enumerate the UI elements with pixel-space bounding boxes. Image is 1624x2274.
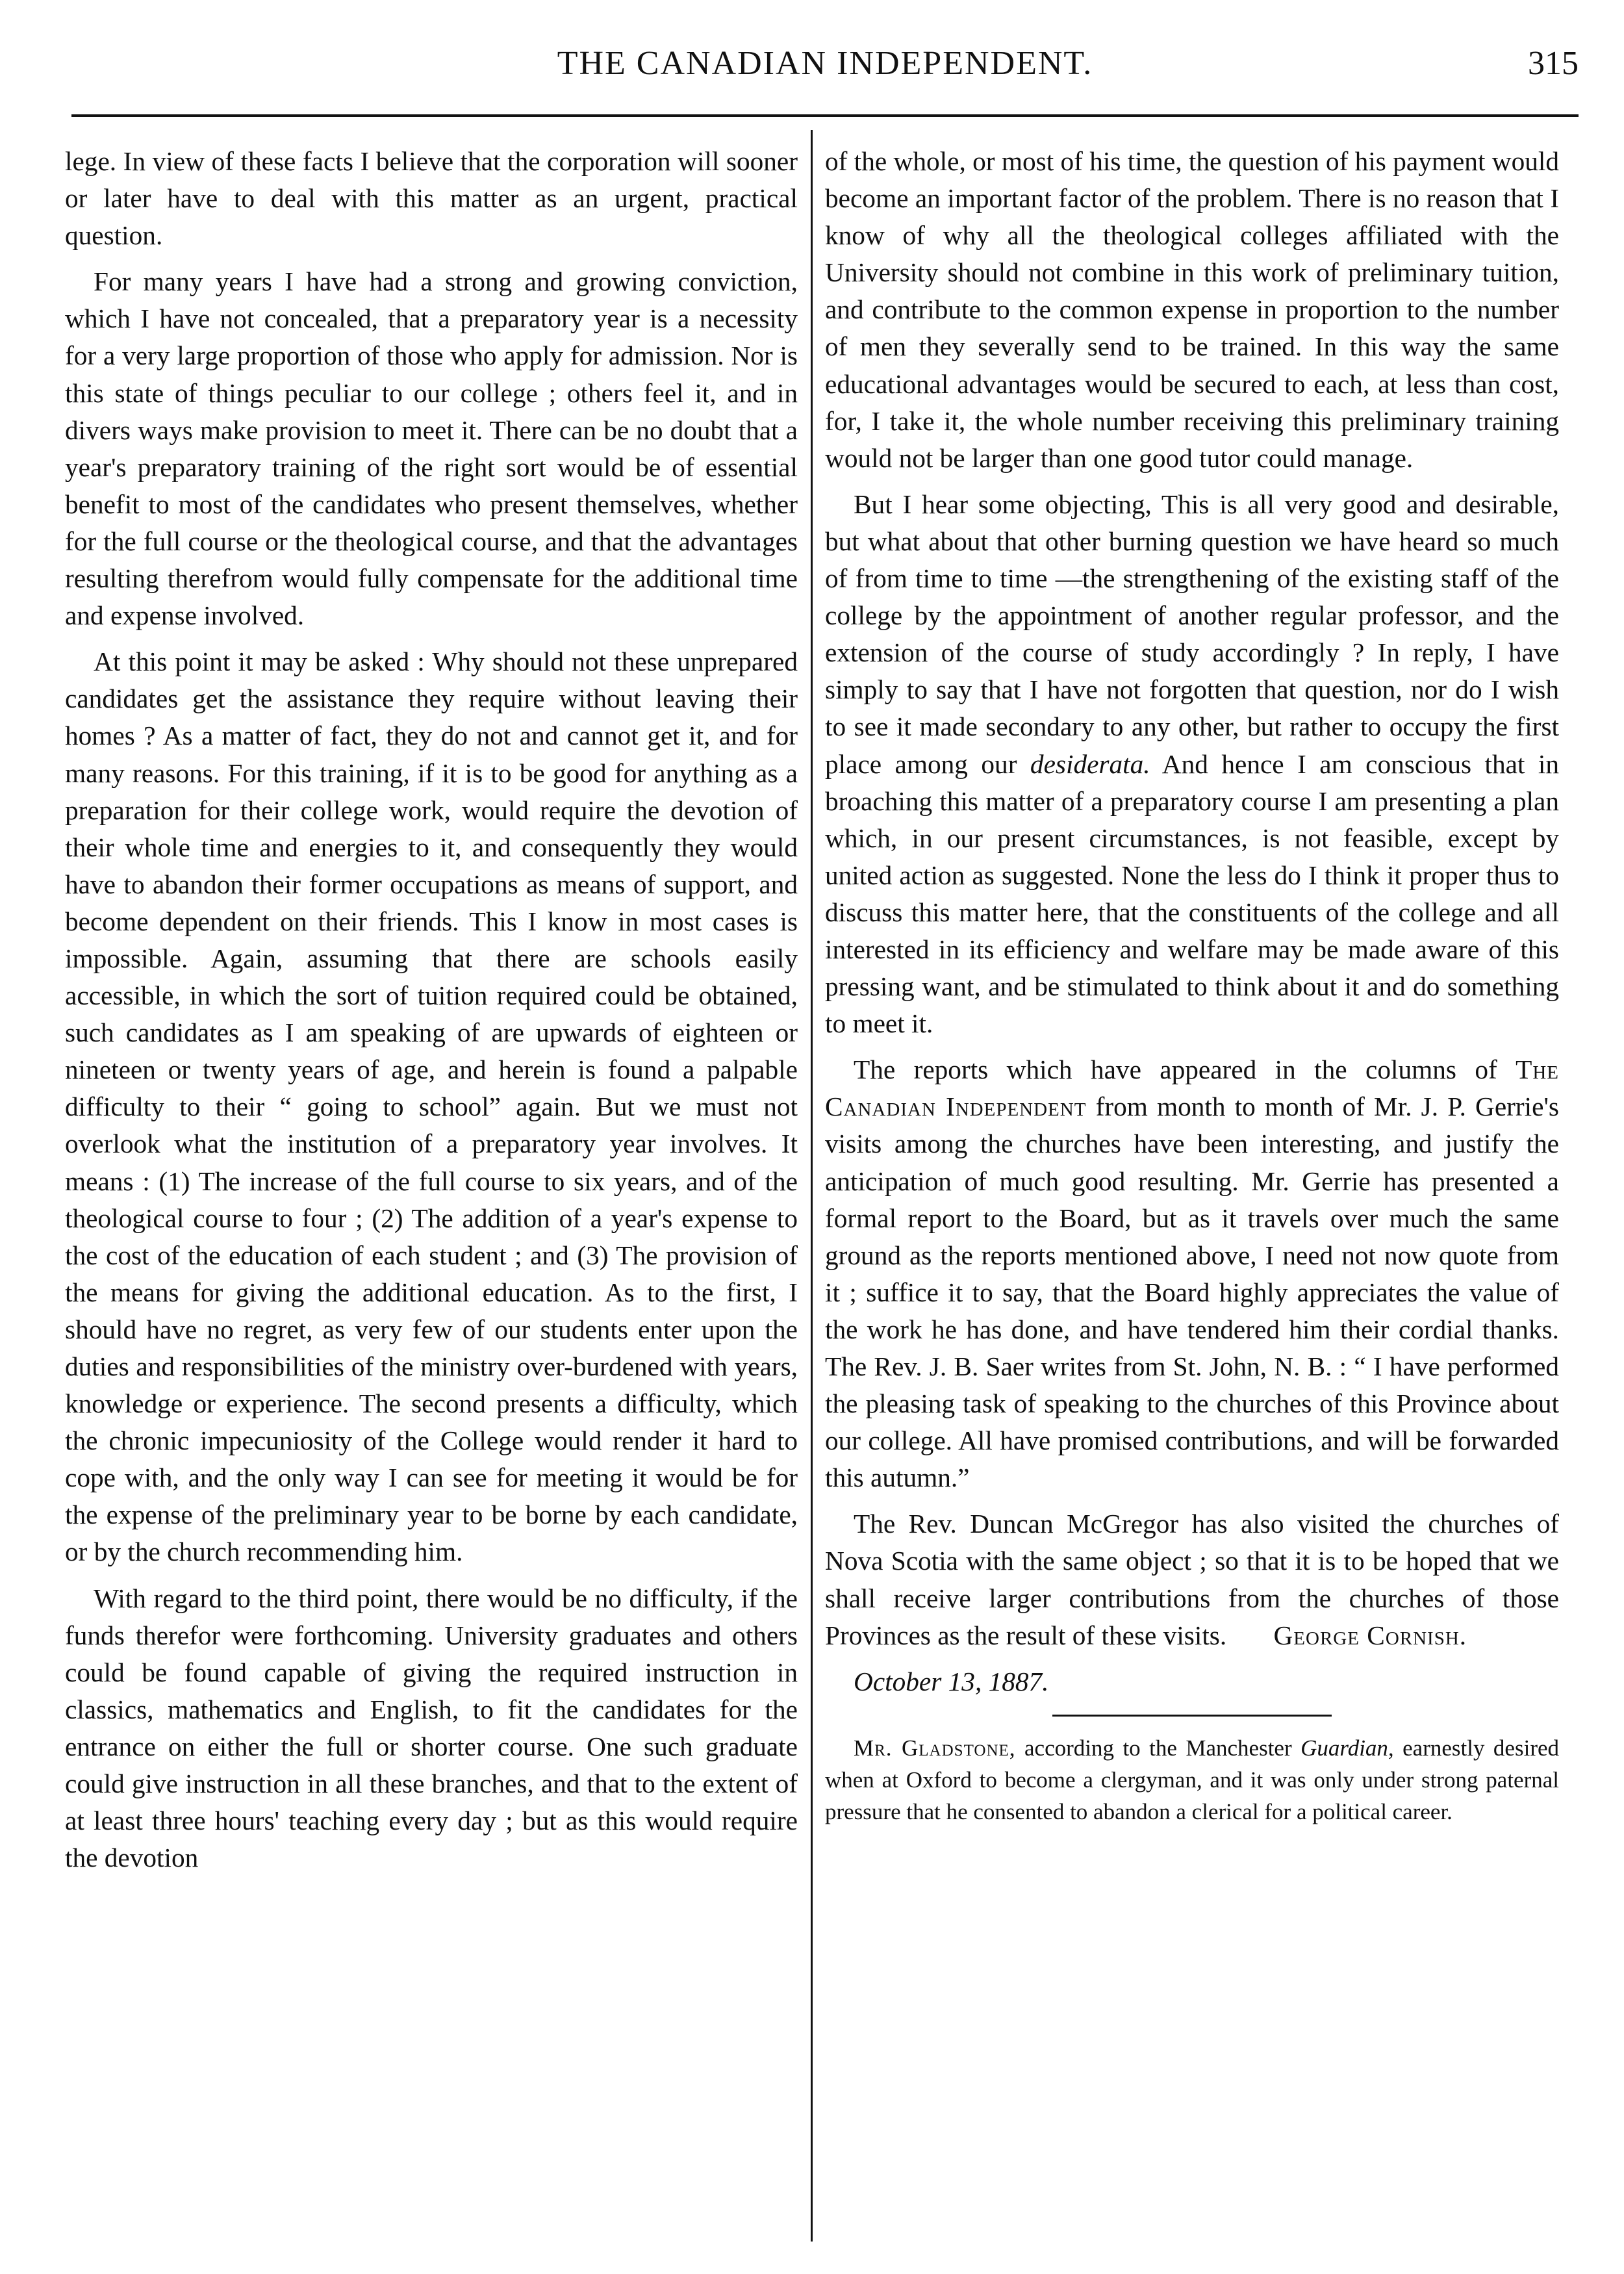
page-number: 315 xyxy=(1528,45,1579,82)
italic-term: desiderata. xyxy=(1030,748,1150,779)
paragraph: At this point it may be asked : Why should not these unprepared candidates get the assistance they require without leaving their homes ? As a matter of fact, they do not and cannot get it, and for many reasons. For this training, if it is to be good for anything as a preparation for their college work, would require the devotion of their whole time and energies to it, and consequently they would have to abandon their former occupations as means of support, and become dependent on their friends. This I know in most cases is impossible. Again, assuming that there are schools easily accessible, in which the sort of tuition required could be obtained, such candidates as I am speaking of are upwards of eighteen or nineteen or twenty years of age, and herein is found a palpable difficulty to their “ going to school” again. But we must not overlook what the institution of a preparatory year involves. It means : (1) The increase of the full course to six years, and of the theological course to four ; (2) The addition of a year's expense to the cost of the education of each student ; and (3) The provision of the means for giving the additional education. As to the first, I should have no regret, as very few of our students enter upon the duties and responsibilities of the ministry over-burdened with years, knowledge or experience. The second presents a difficulty, which the chronic impecuniosity of the College would render it hard to cope with, and the only way I can see for meeting it would be for the expense of the preliminary year to be borne by each candidate, or by the church recommending him. xyxy=(65,646,798,1567)
paragraph: lege. In view of these facts I believe that the corporation will sooner or later have to deal with this matter as an urgent, practical question. xyxy=(65,146,798,251)
paragraph: For many years I have had a strong and growing conviction, which I have not concealed, that a preparatory year is a necessity for a very large proportion of those who apply for admission. Nor is this state of things peculiar to our college ; others feel it, and in divers ways make provision to meet it. There can be no doubt that a year's preparatory training of the right sort would be of essential benefit to most of the candidates who present themselves, whether for the full course or the theological course, and that the advantages resulting therefrom would fully compensate for the additional time and expense involved. xyxy=(65,266,798,631)
news-note xyxy=(825,1732,1559,1828)
text-run: The reports which have appeared in the columns of xyxy=(854,1054,1497,1085)
text-run: according to the Manchester xyxy=(1024,1735,1292,1761)
paragraph xyxy=(825,1051,1559,1496)
right-column xyxy=(825,143,1559,1837)
text-run: from month to month of Mr. J. P. Gerrie's visits among the churches have been interesting, and justify the anticipation of much good resulting. Mr. Gerrie has presented a formal report to the Board, but as it travels over much the same ground as the reports mentioned above, I need not now quote from it ; suffice it to say, that the Board highly appreciates the value of the work he has done, and have tendered him their cordial thanks. The Rev. J. B. Saer writes from St. John, N. B. : “ I have performed the pleasing task of speaking to the churches of this Province about our college. All have promised contributions, and will be forwarded this autumn.” xyxy=(825,1092,1559,1493)
column-divider xyxy=(811,130,813,2242)
header-rule xyxy=(71,114,1579,117)
text-run: earnestly desired when at Oxford to become a clergyman, and it was only under strong paternal pressure that he consented to abandon a clerical for a political career. xyxy=(825,1735,1560,1824)
text-run: The Rev. Duncan McGregor has also visited the churches of Nova Scotia with the same object ; so that it is to be hoped that we shall receive larger contributions from the churches of those Provinces as the result of these visits. xyxy=(825,1509,1559,1650)
journal-name: The Canadian Independent xyxy=(825,1054,1559,1122)
paragraph: of the whole, or most of his time, the question of his payment would become an important factor of the problem. There is no reason that I know of why all the theological colleges affiliated with the University should not combine in this work of preliminary tuition, and contribute to the common expense in proportion to the number of men they severally send to be trained. In this way the same educational advantages would be secured to each, at less than cost, for, I take it, the whole number receiving this preliminary training would not be larger than one good tutor could manage. xyxy=(825,146,1559,473)
note-name: Mr. Gladstone, xyxy=(854,1735,1016,1761)
paragraph xyxy=(825,1505,1559,1654)
paragraph: With regard to the third point, there would be no difficulty, if the funds therefor were forthcoming. University graduates and others could be found capable of giving the required instruction in classics, mathematics and English, to fit the candidates for the entrance on either the full or shorter course. One such graduate could give instruction in all these branches, and that to the extent of at least three hours' teaching every day ; but as this would require the devotion xyxy=(65,1583,798,1873)
italic-term: Guardian, xyxy=(1300,1735,1394,1761)
date-line: October 13, 1887. xyxy=(854,1666,1049,1696)
paragraph xyxy=(825,486,1559,1042)
text-run: But I hear some objecting, This is all very good and desirable, but what about that other burning question we have heard so much of from time to time —the strengthening of the existing staff of the college by the appointment of another regular professor, and the extension of the course of study accordingly ? In reply, I have simply to say that I have not forgotten that question, nor do I wish to see it made secondary to any other, but rather to occupy the first place among our xyxy=(825,489,1559,779)
journal-title: THE CANADIAN INDEPENDENT. xyxy=(557,45,1093,82)
note-rule xyxy=(1052,1715,1332,1717)
signature: George Cornish. xyxy=(1273,1620,1467,1650)
text-run: And hence I am conscious that in broaching this matter of a preparatory course I am presenting a plan which, in our present circumstances, is not feasible, except by united action as suggested. None the less do I think it proper thus to discuss this matter here, that the constituents of the college and all interested in its efficiency and welfare may be made aware of this pressing want, and be stimulated to think about it and do something to meet it. xyxy=(825,748,1559,1039)
left-column xyxy=(65,143,798,1885)
page-header xyxy=(71,39,1579,97)
